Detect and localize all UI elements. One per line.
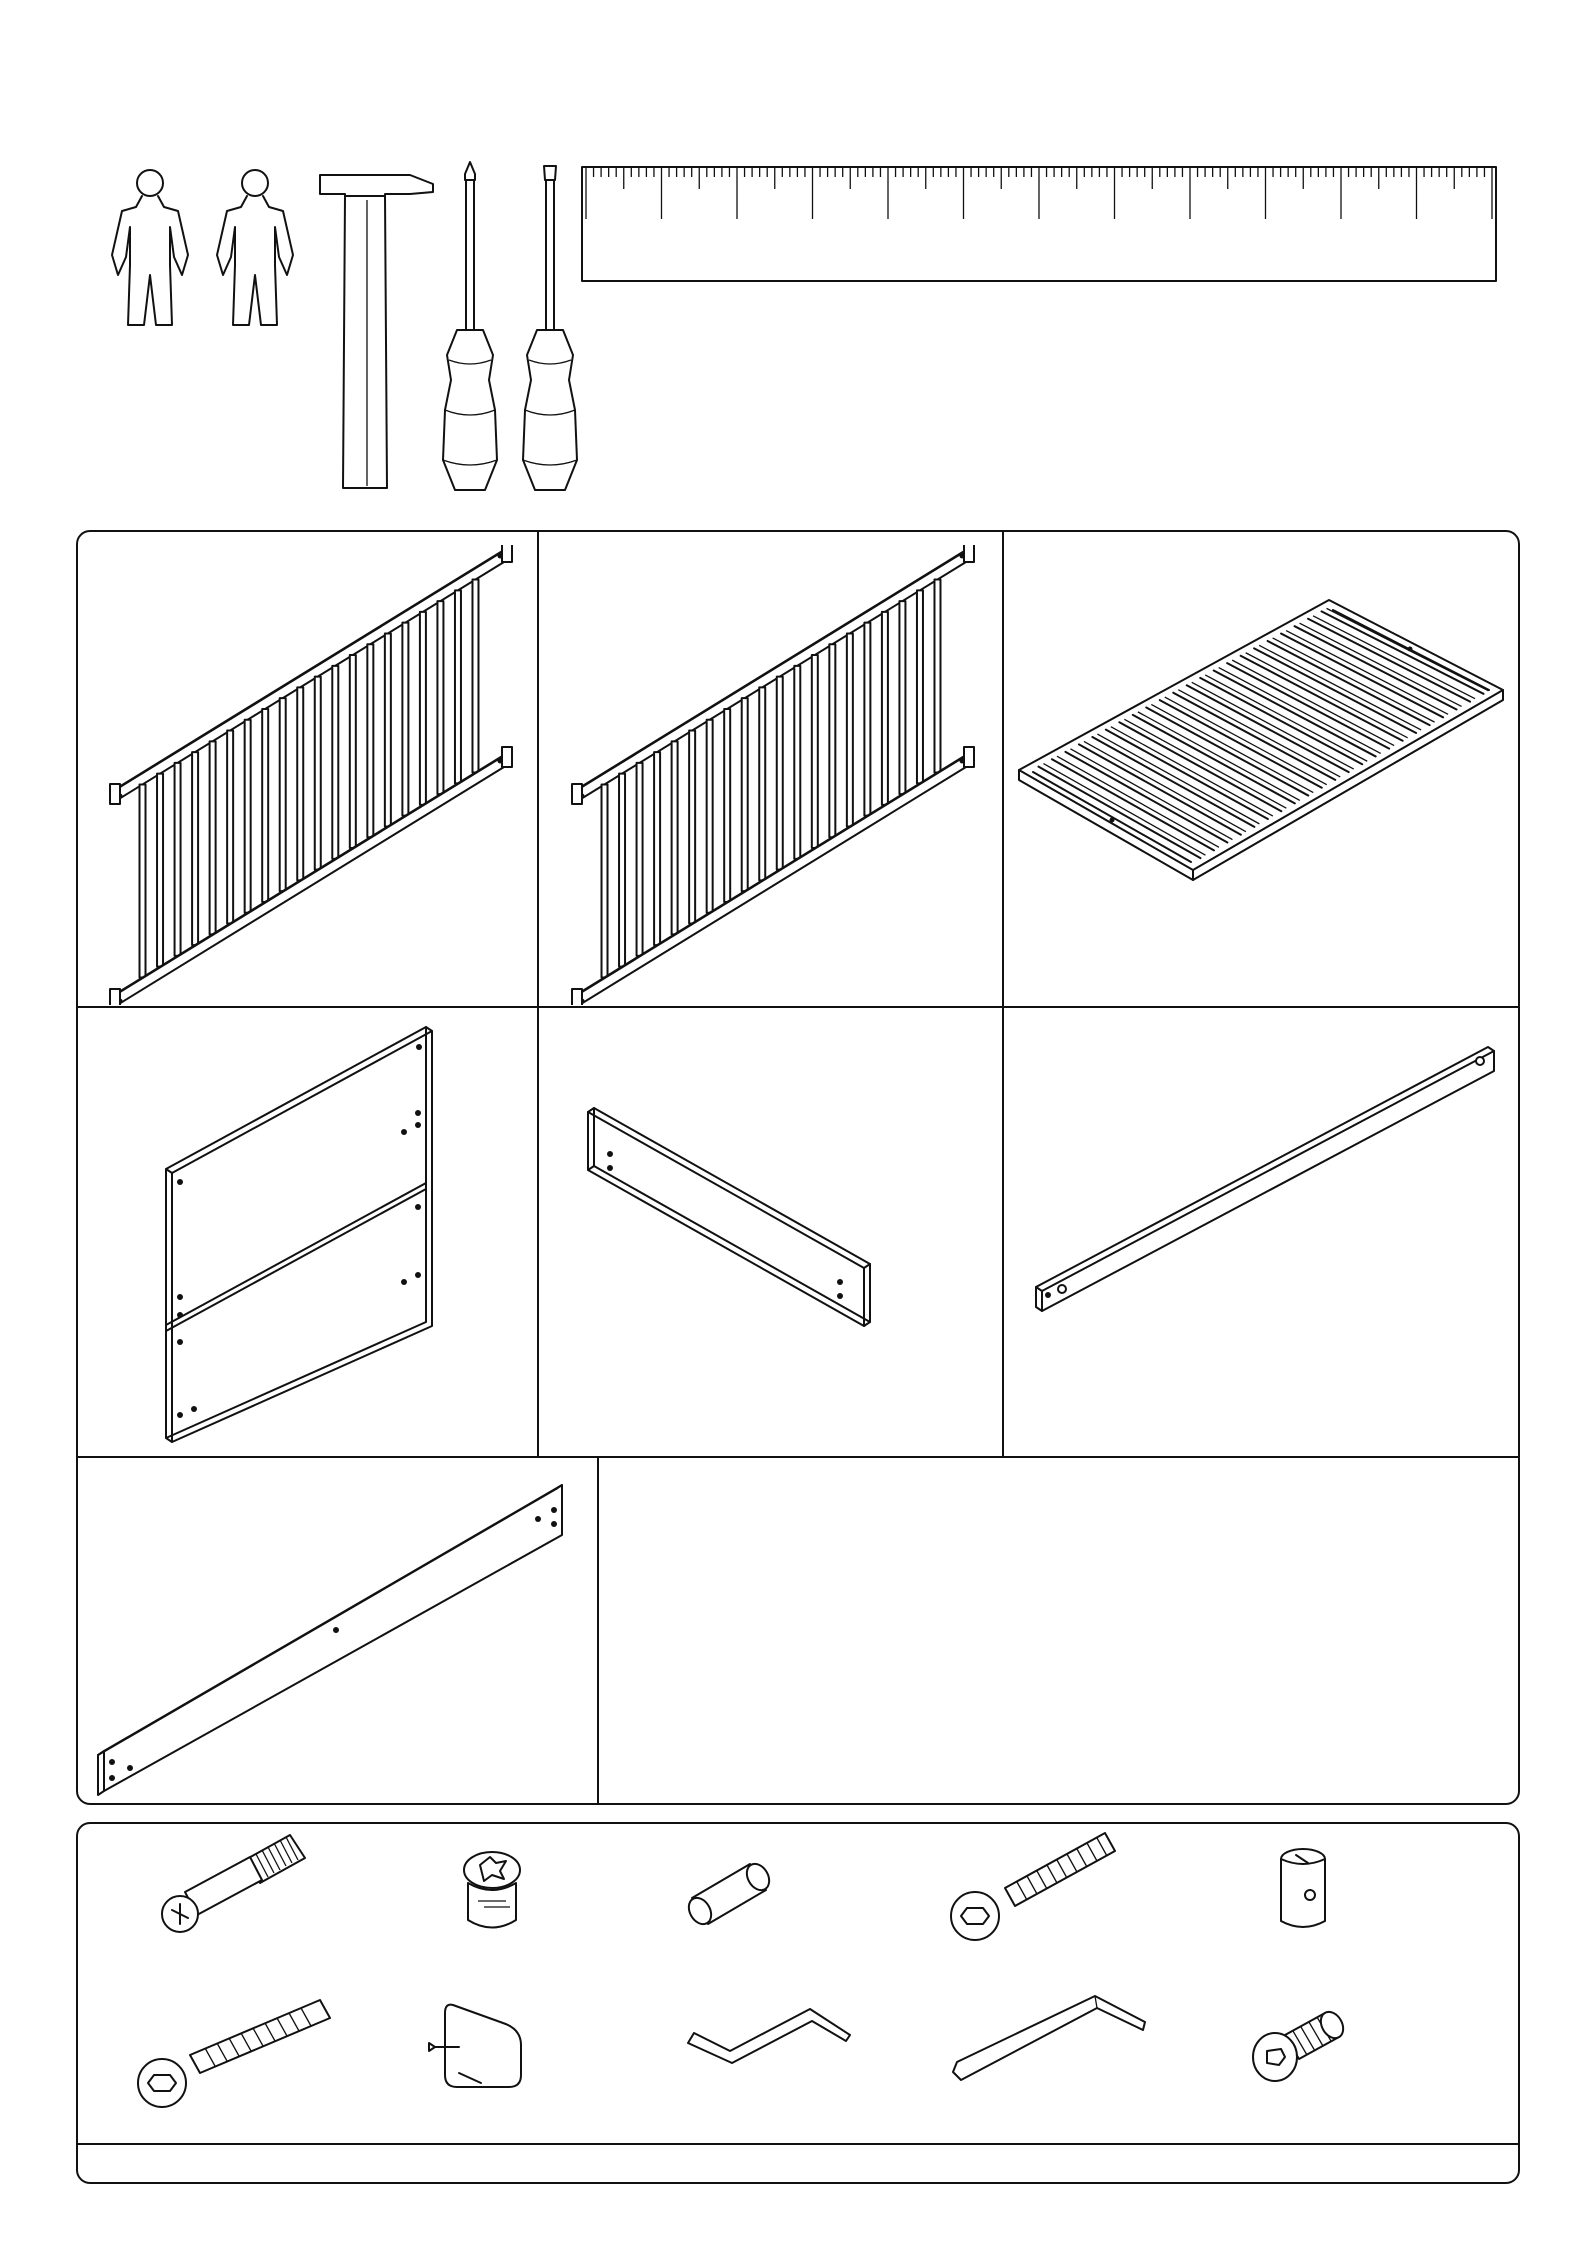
slatted-side-rail-icon: [566, 545, 986, 1005]
long-rail-edge: [1042, 1051, 1494, 1291]
rail-slat: [724, 709, 730, 902]
rail-slat: [672, 741, 678, 934]
part-slot-empty: [598, 1457, 1520, 1805]
base-frame-outline: [1019, 600, 1503, 870]
rail-slat: [437, 601, 443, 794]
rail-slat: [157, 774, 163, 967]
rail-slat: [899, 601, 905, 794]
rail-slat: [332, 666, 338, 859]
rail-slat: [602, 784, 608, 977]
rail-slat: [794, 666, 800, 859]
part-end-board: [76, 1007, 538, 1457]
rail-slat: [140, 784, 146, 977]
rail-slat: [742, 698, 748, 891]
rail-bottom-edge: [576, 752, 972, 995]
person-icon: [100, 165, 200, 335]
rail-slat: [367, 644, 373, 837]
rail-slat: [175, 763, 181, 956]
end-board-icon: [156, 1017, 436, 1447]
rail-slat: [759, 687, 765, 880]
long-rail-hole: [1058, 1285, 1066, 1293]
hex-bolt-icon: [945, 1828, 1125, 1948]
rail-slat: [812, 655, 818, 848]
rail-top-edge: [576, 547, 972, 790]
base-hole: [1110, 818, 1115, 823]
rail-end-cap: [502, 545, 512, 562]
rail-slat: [847, 633, 853, 826]
rail-slat: [385, 633, 391, 826]
rail-slat: [245, 720, 251, 913]
rail-slat: [227, 731, 233, 924]
part-short-crossbar: [538, 1007, 1003, 1457]
insert-nut-icon: [1245, 1995, 1355, 2095]
rail-end-cap: [964, 545, 974, 562]
slatted-base-frame-icon: [1013, 580, 1513, 920]
spacer-pad-icon: [425, 1995, 535, 2105]
rail-slat: [472, 580, 478, 773]
long-rail-hole: [1045, 1292, 1051, 1298]
rail-slat: [192, 752, 198, 945]
long-rail-hole: [1476, 1057, 1484, 1065]
barrel-nut-icon: [1270, 1845, 1340, 1935]
rail-end-cap: [110, 989, 120, 1005]
rail-slat: [280, 698, 286, 891]
allen-key-small-icon: [680, 2005, 860, 2075]
rail-end-cap: [572, 989, 582, 1005]
rail-slat: [619, 774, 625, 967]
rail-slat: [934, 580, 940, 773]
rail-slat: [917, 590, 923, 783]
rail-slat: [882, 612, 888, 805]
part-long-beam: [76, 1457, 598, 1805]
tools-row: [90, 150, 1510, 510]
part-slatted-base: [1003, 530, 1520, 1007]
rail-slat: [210, 741, 216, 934]
rail-slat: [402, 623, 408, 816]
part-long-rail: [1003, 1007, 1520, 1457]
rail-top-edge: [114, 547, 510, 790]
rail-bottom-edge: [114, 752, 510, 995]
rail-end-cap: [572, 784, 582, 804]
socket-bolt-icon: [130, 1995, 335, 2115]
part-side-rail-a: [76, 530, 538, 1007]
rail-end-cap: [964, 747, 974, 767]
connector-bolt-icon: [150, 1830, 320, 1940]
phillips-screwdriver-icon: [435, 160, 505, 500]
rail-slat: [654, 752, 660, 945]
part-side-rail-b: [538, 530, 1003, 1007]
rail-slat: [262, 709, 268, 902]
rail-slat: [777, 677, 783, 870]
rail-slat: [864, 623, 870, 816]
rail-slat: [420, 612, 426, 805]
rail-slat: [637, 763, 643, 956]
rail-slat: [707, 720, 713, 913]
long-rail-icon: [1028, 1037, 1508, 1357]
base-hole: [1408, 647, 1413, 652]
hammer-icon: [315, 170, 440, 495]
rail-end-cap: [110, 784, 120, 804]
dowel-icon: [680, 1850, 790, 1930]
short-beam-icon: [578, 1102, 898, 1332]
rail-slat: [455, 590, 461, 783]
flat-screwdriver-icon: [515, 160, 585, 500]
rail-slat: [689, 731, 695, 924]
cam-lock-icon: [450, 1845, 540, 1945]
rail-slat: [297, 687, 303, 880]
rail-end-cap: [502, 747, 512, 767]
ruler-icon: [580, 165, 1500, 285]
rail-slat: [829, 644, 835, 837]
long-beam-icon: [96, 1477, 586, 1797]
person-icon: [205, 165, 305, 335]
allen-key-large-icon: [945, 1990, 1155, 2090]
rail-slat: [350, 655, 356, 848]
rail-slat: [315, 677, 321, 870]
slatted-side-rail-icon: [104, 545, 524, 1005]
